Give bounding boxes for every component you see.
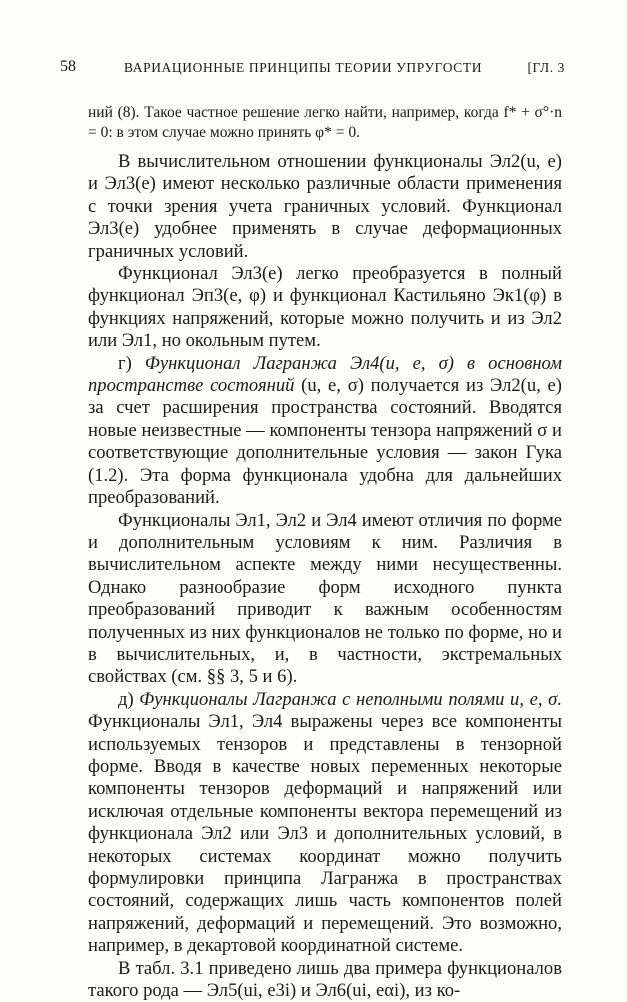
- paragraph: [88, 151, 562, 263]
- running-header: [60, 58, 565, 80]
- running-title: ВАРИАЦИОННЫЕ ПРИНЦИПЫ ТЕОРИИ УПРУГОСТИ: [124, 60, 483, 75]
- item-marker: д): [118, 688, 140, 710]
- paragraph-item-g: [88, 353, 562, 510]
- chapter-label: [ГЛ. 3: [527, 60, 565, 75]
- paragraph: [88, 510, 562, 689]
- paragraph-text: В табл. 3.1 приведено лишь два примера функционалов такого рода — Эл5(ui, e3i) и Эл6(ui, eαi), из ко-: [88, 957, 562, 1002]
- paragraph-text: Функционалы Эл1, Эл4 выражены через все компоненты используемых тензоров и представлены в тензорной форме. Вводя в качестве новых переменных некоторые компоненты тензоров деформаций и напряжений или исключая отдельные компоненты вектора перемещений из функционала Эл2 или Эл3 и дополнительных условий, в некоторых системах координат можно получить формулировки принципа Лагранжа в пространствах состояний, содержащих лишь часть компонентов полей напряжений, деформаций и перемещений. Это возможно, например, в декартовой координатной системе.: [88, 711, 562, 957]
- item-heading: Функционал Лагранжа Эл4(u, e, σ) в основном пространстве состояний: [88, 352, 562, 397]
- page-number: 58: [60, 58, 76, 75]
- paragraph-text: Функционал Эл3(e) легко преобразуется в полный функционал Эп3(e, φ) и функционал Кастильяно Эк1(φ) в функциях напряжений, которые можно получить и из Эл2 или Эл1, но окольным путем.: [88, 263, 562, 352]
- paragraph: [88, 958, 562, 1002]
- paragraph-item-d: [88, 689, 562, 958]
- page-body: [88, 103, 562, 1002]
- paragraph-text: В вычислительном отношении функционалы Эл2(u, e) и Эл3(e) имеют несколько различные области применения с точки зрения учета граничных условий. Функционал Эл3(e) удобнее применять в случае деформационных граничных условий.: [88, 151, 562, 262]
- paragraph-text: (u, e, σ) получается из Эл2(u, e) за счет расширения пространства состояний. Вводятся новые неизвестные — компоненты тензора напряжений σ и соответствующие дополнительные условия — закон Гука (1.2). Эта форма функционала удобна для дальнейших преобразований.: [88, 375, 562, 509]
- paragraph-text: Функционалы Эл1, Эл2 и Эл4 имеют отличия по форме и дополнительным условиям к ним. Различия в вычислительном аспекте между ними несущественны. Однако разнообразие форм исходного пункта преобразований приводит к важным особенностям полученных из них функционалов не только по форме, но и в вычислительных, и, в частности, экстремальных свойствах (см. §§ 3, 5 и 6).: [88, 509, 562, 688]
- item-marker: г): [118, 352, 145, 374]
- item-heading: Функционалы Лагранжа с неполными полями u, e, σ.: [139, 688, 562, 710]
- paragraph: [88, 263, 562, 353]
- paragraph-text: ний (8). Такое частное решение легко найти, например, когда f* + σ°·n = 0: в этом случае можно принять φ* = 0.: [88, 104, 562, 141]
- paragraph-continuation: [88, 103, 562, 143]
